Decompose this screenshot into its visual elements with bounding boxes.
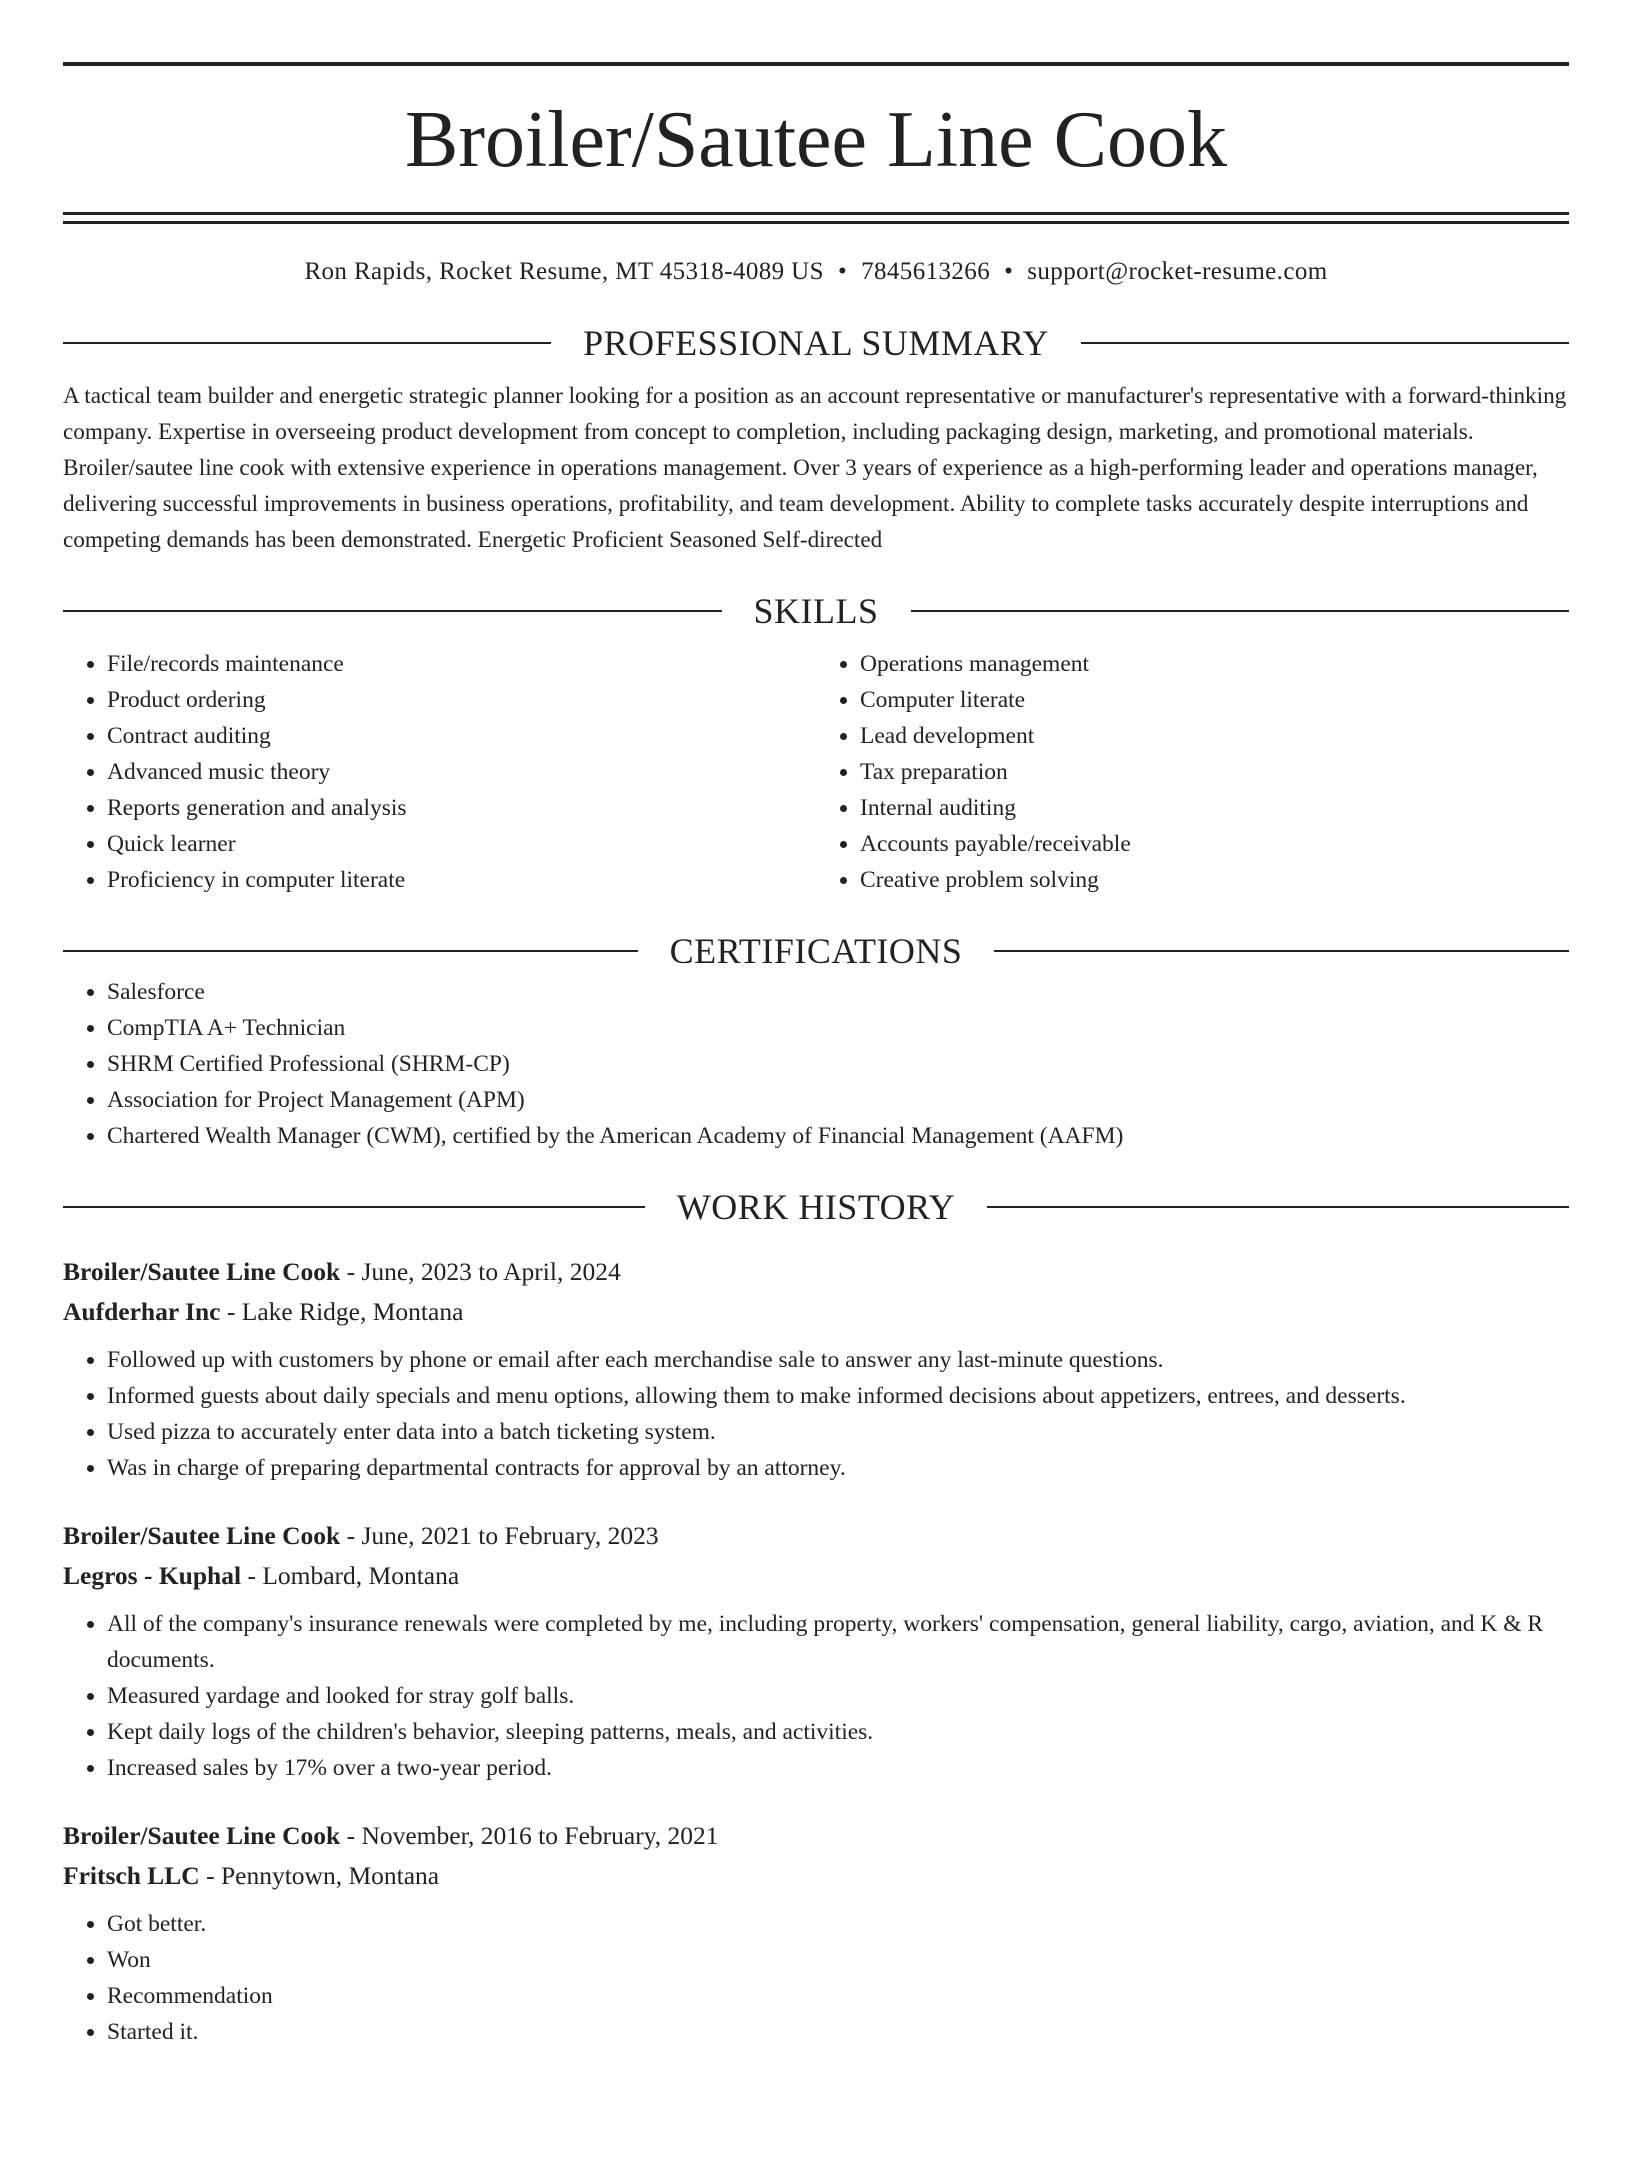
skills-list-right [816,646,1569,898]
job-bullets [63,1906,1569,2050]
job-company-line [63,1856,1569,1896]
certifications-heading: CERTIFICATIONS [669,931,963,971]
skill-item: • Reports generation and analysis [107,790,816,826]
job-entry [63,1816,1569,2050]
contact-phone: 7845613266 [861,258,991,285]
contact-line [63,254,1569,290]
skills-heading: SKILLS [753,591,879,631]
skill-item: • Accounts payable/receivable [860,826,1569,862]
skill-item: • Contract auditing [107,718,816,754]
job-entry [63,1516,1569,1786]
job-bullet: • Increased sales by 17% over a two-year period. [107,1750,1569,1786]
skill-item: • Computer literate [860,682,1569,718]
section-divider [63,950,638,952]
skills-section-header [63,588,1569,634]
job-bullets [63,1606,1569,1786]
resume-page [0,62,1632,2174]
section-divider [63,342,551,344]
contact-email: support@rocket-resume.com [1027,258,1328,285]
certification-item: • Chartered Wealth Manager (CWM), certified by the American Academy of Financial Management (AAFM) [107,1118,1569,1154]
job-bullet: • Followed up with customers by phone or email after each merchandise sale to answer any last-minute questions. [107,1342,1569,1378]
skill-item: • Proficiency in computer literate [107,862,816,898]
certification-item: • Association for Project Management (APM) [107,1082,1569,1118]
top-rule [63,62,1569,66]
job-company: Fritsch LLC [63,1861,200,1890]
job-title: Broiler/Sautee Line Cook [63,1521,341,1550]
certifications-section-header [63,928,1569,974]
job-location: - Pennytown, Montana [199,1861,440,1890]
section-divider [63,1206,645,1208]
summary-text: A tactical team builder and energetic strategic planner looking for a position as an account representative or manufacturer's representative with a forward-thinking company. Expertise in overseeing product development from concept to completion, including packaging design, marketing, and promotional materials. Broiler/sautee line cook with extensive experience in operations management. Over 3 years of experience as a high-performing leader and operations manager, delivering successful improvements in business operations, profitability, and team development. Ability to complete tasks accurately despite interruptions and competing demands has been demonstrated. Energetic Proficient Seasoned Self-directed [63,383,1567,553]
job-title-line [63,1816,1569,1856]
skill-item: • Tax preparation [860,754,1569,790]
job-company-line [63,1556,1569,1596]
summary-heading: PROFESSIONAL SUMMARY [583,323,1049,363]
section-divider [987,1206,1569,1208]
job-title: Broiler/Sautee Line Cook [63,1257,341,1286]
contact-separator: • [837,258,848,285]
job-company-line [63,1292,1569,1332]
job-title-line [63,1516,1569,1556]
job-bullet: • Informed guests about daily specials and menu options, allowing them to make informed decisions about appetizers, entrees, and desserts. [107,1378,1569,1414]
skill-item: • Operations management [860,646,1569,682]
job-bullet: • All of the company's insurance renewals were completed by me, including property, workers' compensation, general liability, cargo, aviation, and K & R documents. [107,1606,1569,1678]
job-bullet: • Got better. [107,1906,1569,1942]
job-company: Legros - Kuphal [63,1561,242,1590]
job-title-line [63,1252,1569,1292]
job-bullet: • Won [107,1942,1569,1978]
title-double-rule [63,212,1569,224]
contact-address: Ron Rapids, Rocket Resume, MT 45318-4089 US [304,258,824,285]
skill-item: • Internal auditing [860,790,1569,826]
contact-separator: • [1004,258,1014,285]
skill-item: • File/records maintenance [107,646,816,682]
work-history-section-header [63,1184,1569,1230]
certifications-list [63,974,1569,1154]
job-bullets [63,1342,1569,1486]
skills-columns [63,646,1569,898]
job-dates: - November, 2016 to February, 2021 [340,1821,719,1850]
job-entry [63,1252,1569,1486]
certification-item: • CompTIA A+ Technician [107,1010,1569,1046]
skill-item: • Creative problem solving [860,862,1569,898]
job-dates: - June, 2023 to April, 2024 [340,1257,621,1286]
job-company: Aufderhar Inc [63,1297,221,1326]
job-bullet: • Started it. [107,2014,1569,2050]
resume-title: Broiler/Sautee Line Cook [404,96,1228,184]
summary-section-header [63,320,1569,366]
certification-item: • SHRM Certified Professional (SHRM-CP) [107,1046,1569,1082]
skill-item: • Quick learner [107,826,816,862]
skill-item: • Lead development [860,718,1569,754]
section-divider [994,950,1569,952]
skill-item: • Advanced music theory [107,754,816,790]
job-title: Broiler/Sautee Line Cook [63,1821,341,1850]
job-bullet: • Recommendation [107,1978,1569,2014]
job-bullet: • Used pizza to accurately enter data into a batch ticketing system. [107,1414,1569,1450]
section-divider [911,610,1570,612]
section-divider [63,610,722,612]
skill-item: • Product ordering [107,682,816,718]
skills-list-left [63,646,816,898]
job-dates: - June, 2021 to February, 2023 [340,1521,659,1550]
job-location: - Lake Ridge, Montana [220,1297,464,1326]
job-location: - Lombard, Montana [241,1561,460,1590]
job-bullet: • Measured yardage and looked for stray golf balls. [107,1678,1569,1714]
work-history-heading: WORK HISTORY [676,1187,956,1227]
job-bullet: • Kept daily logs of the children's behavior, sleeping patterns, meals, and activities. [107,1714,1569,1750]
certification-item: • Salesforce [107,974,1569,1010]
section-divider [1081,342,1569,344]
job-bullet: • Was in charge of preparing departmental contracts for approval by an attorney. [107,1450,1569,1486]
